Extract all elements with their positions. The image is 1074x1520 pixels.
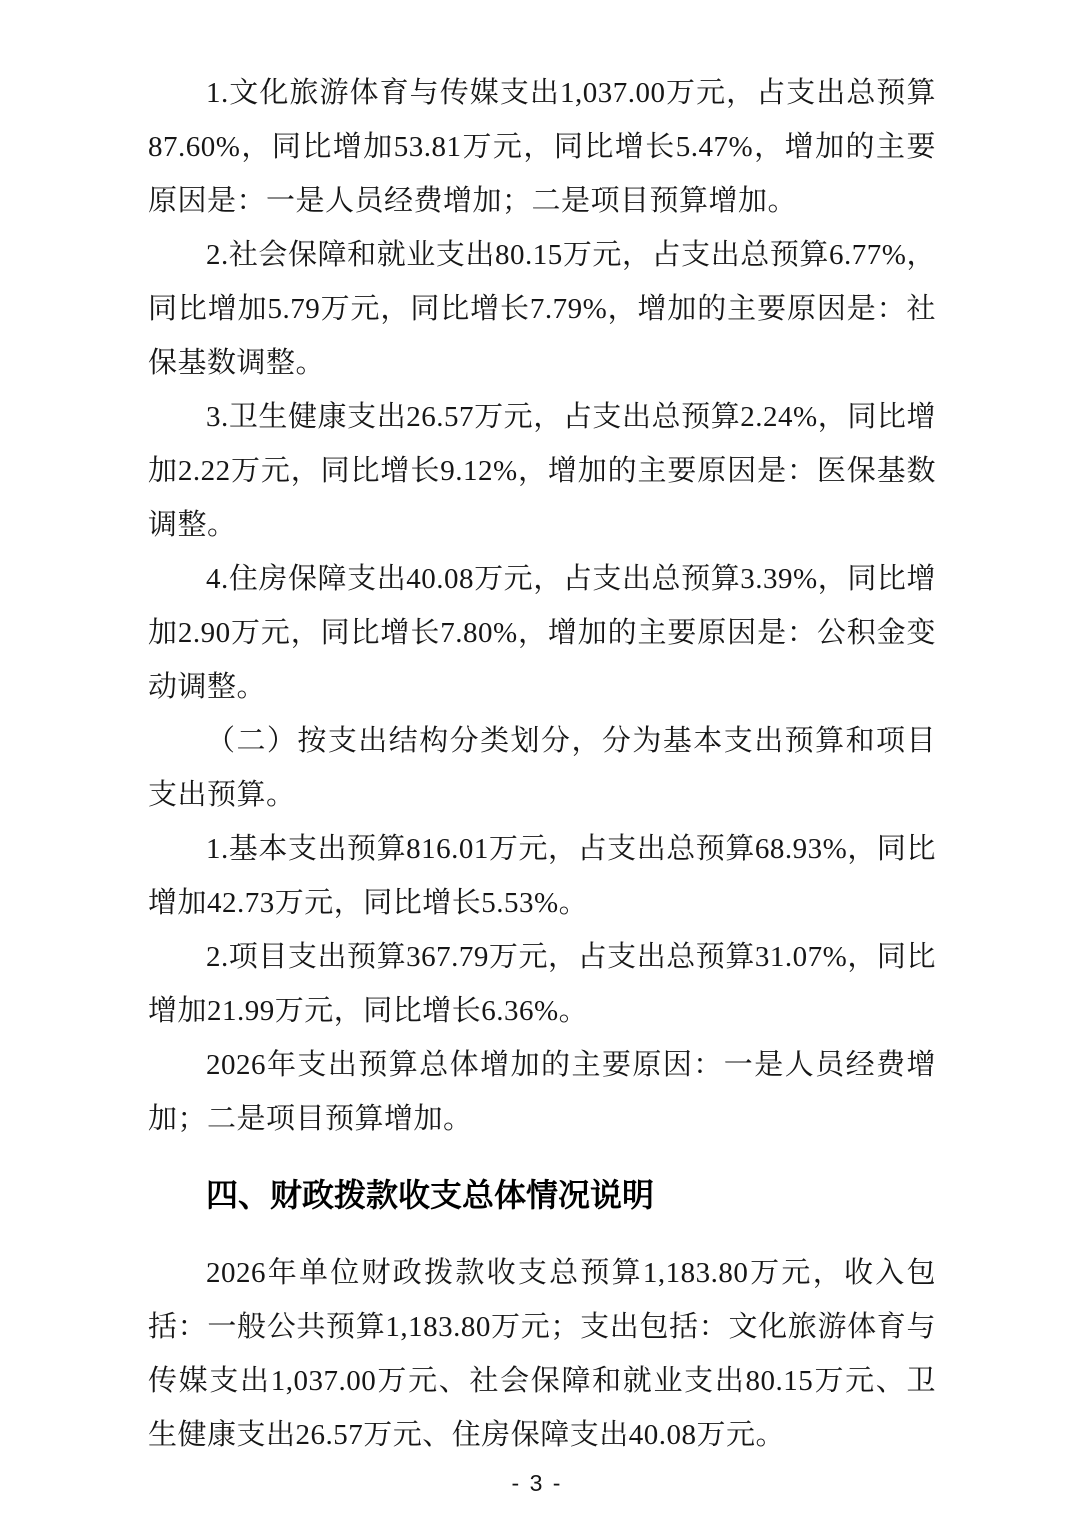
paragraph-budget-increase-reasons: 2026年支出预算总体增加的主要原因：一是人员经费增加；二是项目预算增加。	[148, 1049, 936, 1135]
page-number: - 3 -	[511, 1470, 563, 1496]
paragraph-project-expenditure-budget: 2.项目支出预算367.79万元，占支出总预算31.07%，同比增加21.99万元，同比增长6.36%。	[148, 941, 936, 1027]
paragraph-basic-expenditure-budget: 1.基本支出预算816.01万元，占支出总预算68.93%，同比增加42.73万元，同比增长5.53%。	[148, 833, 936, 919]
paragraph-expenditure-structure-classification: （二）按支出结构分类划分，分为基本支出预算和项目支出预算。	[148, 725, 936, 811]
fiscal-appropriation-section	[148, 1246, 936, 1462]
paragraph-culture-tourism-media-expenditure: 1.文化旅游体育与传媒支出1,037.00万元，占支出总预算87.60%，同比增加53.81万元，同比增长5.47%，增加的主要原因是：一是人员经费增加；二是项目预算增加。	[148, 77, 936, 217]
expenditure-detail-section	[148, 66, 936, 1146]
paragraph-social-security-employment-expenditure: 2.社会保障和就业支出80.15万元，占支出总预算6.77%，同比增加5.79万元，同比增长7.79%，增加的主要原因是：社保基数调整。	[148, 239, 936, 379]
paragraph-housing-security-expenditure: 4.住房保障支出40.08万元，占支出总预算3.39%，同比增加2.90万元，同比增长7.80%，增加的主要原因是：公积金变动调整。	[148, 563, 936, 703]
paragraph-fiscal-appropriation-total-budget: 2026年单位财政拨款收支总预算1,183.80万元，收入包括：一般公共预算1,183.80万元；支出包括：文化旅游体育与传媒支出1,037.00万元、社会保障和就业支出80.15万元、卫生健康支出26.57万元、住房保障支出40.08万元。	[148, 1257, 936, 1451]
paragraph-health-expenditure: 3.卫生健康支出26.57万元，占支出总预算2.24%，同比增加2.22万元，同比增长9.12%，增加的主要原因是：医保基数调整。	[148, 401, 936, 541]
section-heading-fiscal-appropriation-overview: 四、财政拨款收支总体情况说明	[206, 1177, 655, 1213]
